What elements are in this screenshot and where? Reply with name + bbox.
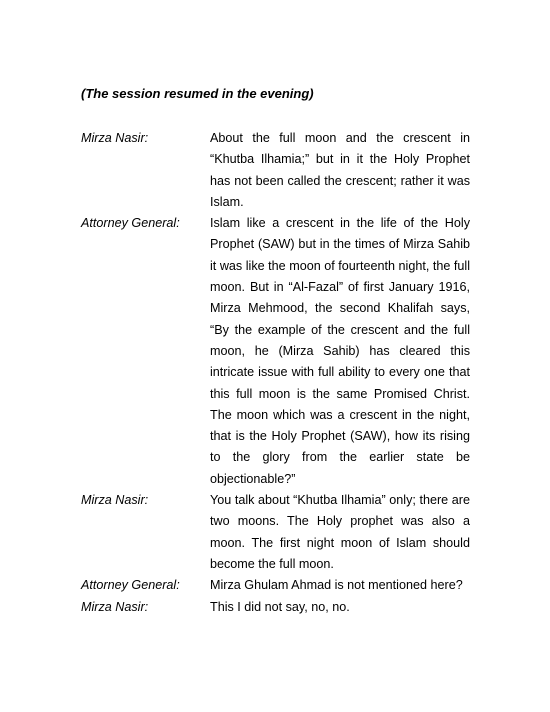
speech-text: This I did not say, no, no. (210, 599, 350, 614)
speaker-colon: : (144, 131, 149, 145)
speech-text: You talk about “Khutba Ilhamia” only; there are two moons. The Holy prophet was also a moon. The first night moon of Islam should become the full moon. (210, 493, 470, 571)
transcript-entry (81, 597, 470, 618)
transcript-entry (81, 213, 470, 490)
speaker-colon: : (144, 493, 149, 508)
speaker-colon: : (144, 599, 149, 614)
speech-text: Mirza Ghulam Ahmad is not mentioned here? (210, 578, 463, 593)
speech-text: Islam like a crescent in the life of the Holy Prophet (SAW) but in the times of Mirza Sahib it was like the moon of fourteenth night, the full moon. But in “Al-Fazal” of first January 1916, Mirza Mehmood, the second Khalifah says, “By the example of the crescent and the full moon, he (Mirza Sahib) has cleared this intricate issue with full ability to every one that this full moon is the same Promised Christ. The moon which was a crescent in the night, that is the Holy Prophet (SAW), how its rising to the glory from the earlier state be objectionable?” (210, 216, 470, 486)
speaker-name: Mirza Nasir (81, 599, 145, 614)
speaker-label (81, 490, 210, 511)
speech-text: About the full moon and the crescent in “Khutba Ilhamia;” but in it the Holy Prophet has not been called the crescent; rather it was Islam. (210, 131, 470, 209)
speaker-name: Mirza Nasir (81, 493, 145, 508)
session-heading: (The session resumed in the evening) (81, 86, 314, 101)
speaker-name: Attorney General (81, 216, 177, 231)
speaker-label (81, 597, 210, 618)
transcript (81, 128, 470, 618)
speaker-name: Attorney General (81, 578, 177, 593)
transcript-entry (81, 490, 470, 575)
transcript-entry (81, 128, 470, 213)
speaker-name: Mirza Nasir (81, 131, 145, 145)
speaker-label (81, 128, 210, 149)
speaker-colon: : (176, 578, 180, 593)
transcript-entry (81, 575, 470, 596)
speaker-colon: : (176, 216, 180, 231)
speaker-label (81, 575, 210, 596)
speaker-label (81, 213, 210, 234)
